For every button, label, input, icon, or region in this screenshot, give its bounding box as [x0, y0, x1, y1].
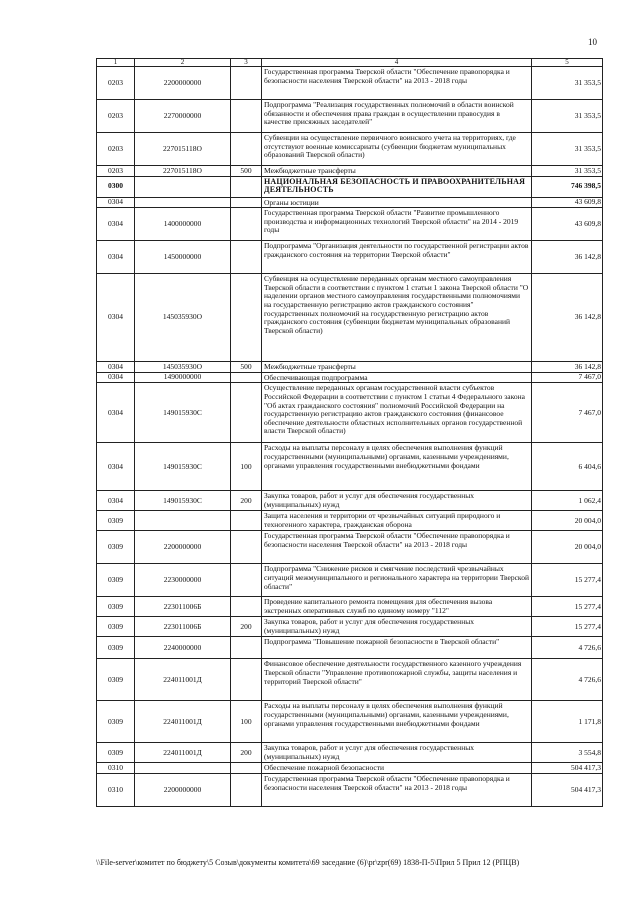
amount-cell: 3 554,8 [532, 743, 603, 763]
expense-type-cell [231, 511, 262, 531]
expense-type-cell [231, 383, 262, 443]
target-article-cell: 149015930С [135, 491, 231, 511]
expense-type-cell [231, 274, 262, 362]
expense-type-cell [231, 531, 262, 564]
target-article-cell [135, 763, 231, 774]
table-row [97, 773, 603, 806]
section-code-cell: 0309 [97, 659, 135, 701]
expense-type-cell [231, 197, 262, 208]
table-row [97, 617, 603, 637]
target-article-cell: 145035930О [135, 362, 231, 373]
item-name-cell: Закупка товаров, работ и услуг для обеспечения государственных (муниципальных) нужд [262, 743, 532, 763]
target-article-cell: 223011006Б [135, 597, 231, 617]
section-code-cell: 0309 [97, 617, 135, 637]
expense-type-cell [231, 208, 262, 241]
section-code-cell: 0304 [97, 362, 135, 373]
expense-type-cell [231, 659, 262, 701]
section-code-cell: 0309 [97, 597, 135, 617]
amount-cell: 43 609,8 [532, 197, 603, 208]
section-code-cell: 0304 [97, 383, 135, 443]
target-article-cell: 224011001Д [135, 743, 231, 763]
expense-type-cell [231, 637, 262, 659]
section-code-cell: 0309 [97, 511, 135, 531]
section-code-cell: 0203 [97, 166, 135, 177]
amount-cell: 20 004,0 [532, 511, 603, 531]
expense-type-cell: 200 [231, 491, 262, 511]
header-cell: 5 [532, 59, 603, 67]
table-row [97, 176, 603, 197]
table-row [97, 67, 603, 100]
expense-type-cell: 200 [231, 743, 262, 763]
item-name-cell: Обеспечение пожарной безопасности [262, 763, 532, 774]
section-code-cell: 0304 [97, 208, 135, 241]
target-article-cell: 223011006Б [135, 617, 231, 637]
amount-cell: 1 062,4 [532, 491, 603, 511]
table-row [97, 241, 603, 274]
section-code-cell: 0310 [97, 773, 135, 806]
section-code-cell: 0203 [97, 100, 135, 133]
expense-type-cell: 500 [231, 362, 262, 373]
target-article-cell: 2200000000 [135, 531, 231, 564]
table-row [97, 701, 603, 743]
expense-type-cell: 100 [231, 443, 262, 491]
table-row [97, 531, 603, 564]
table-row [97, 511, 603, 531]
amount-cell: 15 277,4 [532, 617, 603, 637]
section-code-cell: 0310 [97, 763, 135, 774]
amount-cell: 746 398,5 [532, 176, 603, 197]
expense-type-cell [231, 597, 262, 617]
target-article-cell: 2230000000 [135, 564, 231, 597]
table-row [97, 133, 603, 166]
item-name-cell: НАЦИОНАЛЬНАЯ БЕЗОПАСНОСТЬ И ПРАВООХРАНИТЕЛЬНАЯ ДЕЯТЕЛЬНОСТЬ [262, 176, 532, 197]
item-name-cell: Подпрограмма "Снижение рисков и смягчение последствий чрезвычайных ситуаций межмуниципального и регионального характера на территории Тверской области" [262, 564, 532, 597]
file-path-footer: \\File-server\комитет по бюджету\5 Созыв\документы комитета\69 заседание (6)\pr\zpr(69) 1838-П-5\Прил 5 Прил 12 (РПЦВ) [96, 858, 520, 867]
target-article-cell [135, 197, 231, 208]
item-name-cell: Финансовое обеспечение деятельности государственного казенного учреждения Тверской области "Управление противопожарной службы, защиты населения и территорий Тверской области" [262, 659, 532, 701]
amount-cell: 15 277,4 [532, 564, 603, 597]
amount-cell: 43 609,8 [532, 208, 603, 241]
amount-cell: 1 171,8 [532, 701, 603, 743]
table-row [97, 564, 603, 597]
section-code-cell: 0304 [97, 274, 135, 362]
expense-type-cell [231, 763, 262, 774]
target-article-cell: 2200000000 [135, 773, 231, 806]
item-name-cell: Закупка товаров, работ и услуг для обеспечения государственных (муниципальных) нужд [262, 617, 532, 637]
section-code-cell: 0304 [97, 197, 135, 208]
header-cell: 4 [262, 59, 532, 67]
amount-cell: 504 417,3 [532, 763, 603, 774]
table-row [97, 597, 603, 617]
item-name-cell: Межбюджетные трансферты [262, 166, 532, 177]
target-article-cell: 2200000000 [135, 67, 231, 100]
item-name-cell: Государственная программа Тверской области "Обеспечение правопорядка и безопасности населения Тверской области" на 2013 - 2018 годы [262, 773, 532, 806]
item-name-cell: Органы юстиции [262, 197, 532, 208]
table-row [97, 197, 603, 208]
item-name-cell: Подпрограмма "Реализация государственных полномочий в области воинской обязанности и обеспечения права граждан в осуществлении правосудия в качестве присяжных заседателей" [262, 100, 532, 133]
item-name-cell: Осуществление переданных органам государственной власти субъектов Российской Федерации в соответствии с пунктом 1 статьи 4 Федерального закона "Об актах гражданского состояния" полномочий Российской Федерации на государственную регистрацию актов гражданского состояния (финансовое обеспечение деятельности областных исполнительных органов государственной власти Тверской области) [262, 383, 532, 443]
target-article-cell: 145035930О [135, 274, 231, 362]
table-row [97, 166, 603, 177]
section-code-cell: 0309 [97, 701, 135, 743]
expense-type-cell [231, 67, 262, 100]
amount-cell: 36 142,8 [532, 241, 603, 274]
section-code-cell: 0304 [97, 372, 135, 383]
table-row [97, 659, 603, 701]
expense-type-cell [231, 176, 262, 197]
amount-cell: 15 277,4 [532, 597, 603, 617]
target-article-cell: 2240000000 [135, 637, 231, 659]
amount-cell: 6 404,6 [532, 443, 603, 491]
amount-cell: 20 004,0 [532, 531, 603, 564]
header-cell: 1 [97, 59, 135, 67]
expense-type-cell: 100 [231, 701, 262, 743]
section-code-cell: 0203 [97, 133, 135, 166]
amount-cell: 36 142,8 [532, 274, 603, 362]
target-article-cell: 1490000000 [135, 372, 231, 383]
table-row [97, 362, 603, 373]
section-code-cell: 0309 [97, 564, 135, 597]
amount-cell: 4 726,6 [532, 659, 603, 701]
table-row [97, 743, 603, 763]
target-article-cell [135, 176, 231, 197]
table-row [97, 763, 603, 774]
section-code-cell: 0304 [97, 491, 135, 511]
expense-type-cell [231, 773, 262, 806]
amount-cell: 4 726,6 [532, 637, 603, 659]
item-name-cell: Межбюджетные трансферты [262, 362, 532, 373]
item-name-cell: Государственная программа Тверской области "Развитие промышленного производства и информационных технологий Тверской области" на 2014 - 2019 годы [262, 208, 532, 241]
table-header-row [97, 59, 603, 67]
target-article-cell: 1400000000 [135, 208, 231, 241]
expense-type-cell: 200 [231, 617, 262, 637]
target-article-cell: 149015930С [135, 383, 231, 443]
target-article-cell: 227015118О [135, 133, 231, 166]
section-code-cell: 0309 [97, 743, 135, 763]
section-code-cell: 0304 [97, 443, 135, 491]
expense-type-cell: 500 [231, 166, 262, 177]
item-name-cell: Защита населения и территории от чрезвычайных ситуаций природного и техногенного характера, гражданская оборона [262, 511, 532, 531]
target-article-cell: 227015118О [135, 166, 231, 177]
section-code-cell: 0203 [97, 67, 135, 100]
item-name-cell: Расходы на выплаты персоналу в целях обеспечения выполнения функций государственными (муниципальными) органами, казенными учреждениями, органами управления государственными внебюджетными фондами [262, 443, 532, 491]
target-article-cell: 224011001Д [135, 701, 231, 743]
table-row [97, 208, 603, 241]
expense-type-cell [231, 100, 262, 133]
item-name-cell: Подпрограмма "Повышение пожарной безопасности в Тверской области" [262, 637, 532, 659]
page-number: 10 [588, 37, 597, 47]
item-name-cell: Подпрограмма "Организация деятельности по государственной регистрации актов гражданского состояния на территории Тверской области" [262, 241, 532, 274]
section-code-cell: 0309 [97, 531, 135, 564]
section-code-cell: 0309 [97, 637, 135, 659]
item-name-cell: Обеспечивающая подпрограмма [262, 372, 532, 383]
expense-type-cell [231, 241, 262, 274]
amount-cell: 31 353,5 [532, 100, 603, 133]
item-name-cell: Проведение капитального ремонта помещения для обеспечения вызова экстренных оперативных служб по единому номеру "112" [262, 597, 532, 617]
target-article-cell: 2270000000 [135, 100, 231, 133]
header-cell: 3 [231, 59, 262, 67]
section-code-cell: 0300 [97, 176, 135, 197]
budget-table [96, 58, 603, 807]
table-row [97, 637, 603, 659]
amount-cell: 31 353,5 [532, 67, 603, 100]
expense-type-cell [231, 133, 262, 166]
target-article-cell: 224011001Д [135, 659, 231, 701]
expense-type-cell [231, 372, 262, 383]
table-row [97, 383, 603, 443]
header-cell: 2 [135, 59, 231, 67]
item-name-cell: Субвенции на осуществление первичного воинского учета на территориях, где отсутствуют военные комиссариаты (субвенции бюджетам муниципальных образований Тверской области) [262, 133, 532, 166]
target-article-cell: 149015930С [135, 443, 231, 491]
section-code-cell: 0304 [97, 241, 135, 274]
amount-cell: 31 353,5 [532, 166, 603, 177]
expense-type-cell [231, 564, 262, 597]
item-name-cell: Расходы на выплаты персоналу в целях обеспечения выполнения функций государственными (муниципальными) органами, казенными учреждениями, органами управления государственными внебюджетными фондами [262, 701, 532, 743]
table-row [97, 100, 603, 133]
item-name-cell: Государственная программа Тверской области "Обеспечение правопорядка и безопасности населения Тверской области" на 2013 - 2018 годы [262, 67, 532, 100]
target-article-cell: 1450000000 [135, 241, 231, 274]
item-name-cell: Субвенция на осуществление переданных органам местного самоуправления Тверской области в соответствии с пунктом 1 статьи 1 закона Тверской области "О наделении органов местного самоуправления государственными полномочиями на государственную регистрацию актов гражданского состояния" государственных полномочий на государственную регистрацию актов гражданского состояния (субвенции бюджетам муниципальных образований Тверской области) [262, 274, 532, 362]
target-article-cell [135, 511, 231, 531]
table-row [97, 491, 603, 511]
table-row [97, 372, 603, 383]
table-row [97, 274, 603, 362]
amount-cell: 7 467,0 [532, 383, 603, 443]
amount-cell: 504 417,3 [532, 773, 603, 806]
item-name-cell: Закупка товаров, работ и услуг для обеспечения государственных (муниципальных) нужд [262, 491, 532, 511]
amount-cell: 36 142,8 [532, 362, 603, 373]
amount-cell: 31 353,5 [532, 133, 603, 166]
item-name-cell: Государственная программа Тверской области "Обеспечение правопорядка и безопасности населения Тверской области" на 2013 - 2018 годы [262, 531, 532, 564]
amount-cell: 7 467,0 [532, 372, 603, 383]
table-row [97, 443, 603, 491]
